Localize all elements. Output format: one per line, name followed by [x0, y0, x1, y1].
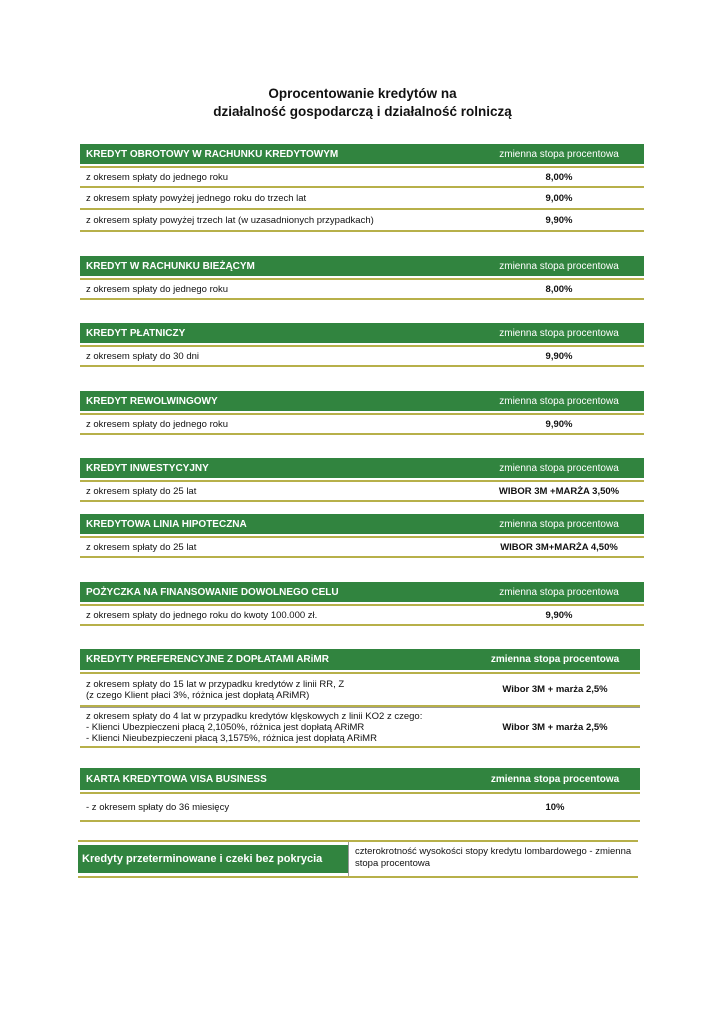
- section-kredyt-biezacy: [80, 256, 644, 300]
- row-description: z okresem spłaty do jednego roku: [86, 171, 229, 183]
- section-header: [80, 458, 644, 478]
- row-description: z okresem spłaty do jednego roku: [86, 418, 229, 430]
- row-description: [80, 711, 470, 744]
- section-linia-hipoteczna: [80, 514, 644, 558]
- section-header: [80, 323, 644, 343]
- row-description: z okresem spłaty do 25 lat: [86, 485, 197, 497]
- table-row: [80, 278, 644, 300]
- row-description-line: z okresem spłaty do 4 lat w przypadku kredytów klęskowych z linii KO2 z czego:: [86, 710, 423, 722]
- section-title: KREDYT OBROTOWY W RACHUNKU KREDYTOWYM: [86, 148, 339, 160]
- row-rate: 9,90%: [545, 350, 573, 362]
- section-title: KREDYTOWA LINIA HIPOTECZNA: [86, 518, 247, 530]
- section-header: [80, 582, 644, 602]
- row-description: z okresem spłaty do jednego roku: [86, 283, 229, 295]
- rate-type-label: zmienna stopa procentowa: [499, 518, 619, 530]
- rate-type-label: zmienna stopa procentowa: [490, 654, 620, 665]
- row-rate: WIBOR 3M+MARŻA 4,50%: [500, 541, 618, 553]
- section-title: KARTA KREDYTOWA VISA BUSINESS: [86, 773, 267, 785]
- row-description: [80, 679, 470, 701]
- rate-type-label: zmienna stopa procentowa: [499, 148, 619, 160]
- row-description-line: - Klienci Nieubezpieczeni płacą 3,1575%, różnica jest dopłatą ARiMR: [86, 732, 377, 744]
- rate-type-label: zmienna stopa procentowa: [499, 395, 619, 407]
- table-row: [80, 345, 644, 367]
- row-description-line: z okresem spłaty do 15 lat w przypadku kredytów z linii RR, Z: [86, 678, 345, 690]
- row-rate: Wibor 3M + marża 2,5%: [502, 721, 608, 733]
- overdue-rate: [348, 842, 638, 876]
- section-title: KREDYT W RACHUNKU BIEŻĄCYM: [86, 260, 255, 272]
- row-rate: 9,90%: [545, 418, 573, 430]
- section-header: [80, 649, 640, 670]
- row-description: z okresem spłaty powyżej jednego roku do trzech lat: [86, 192, 307, 204]
- overdue-rate-line: czterokrotność wysokości stopy kredytu lombardowego - zmienna: [355, 846, 632, 857]
- page-title: [0, 85, 725, 121]
- table-row: [80, 413, 644, 435]
- section-karta-visa: [80, 768, 640, 822]
- row-rate: 9,90%: [545, 214, 573, 226]
- section-kredyty-preferencyjne: [80, 649, 640, 748]
- section-title: POŻYCZKA NA FINANSOWANIE DOWOLNEGO CELU: [86, 586, 339, 598]
- table-row: [80, 672, 640, 707]
- page-title-line-2: działalność gospodarczą i działalność rolniczą: [213, 104, 512, 119]
- overdue-rate-line: stopa procentowa: [355, 858, 430, 869]
- section-header: [80, 256, 644, 276]
- row-rate: 9,90%: [545, 609, 573, 621]
- rate-type-label: zmienna stopa procentowa: [490, 773, 620, 785]
- table-row: [80, 210, 644, 232]
- row-description: z okresem spłaty do jednego roku do kwoty 100.000 zł.: [86, 609, 318, 621]
- section-title: KREDYT REWOLWINGOWY: [86, 395, 218, 407]
- table-row: [80, 792, 640, 822]
- section-title: KREDYTY PREFERENCYJNE Z DOPŁATAMI ARiMR: [86, 654, 329, 665]
- section-title: KREDYT PŁATNICZY: [86, 327, 186, 339]
- rate-type-label: zmienna stopa procentowa: [499, 586, 619, 598]
- rate-type-label: zmienna stopa procentowa: [499, 327, 619, 339]
- row-description-line: - Klienci Ubezpieczeni płacą 2,1050%, różnica jest dopłatą ARiMR: [86, 721, 365, 733]
- section-header: [80, 391, 644, 411]
- section-title: KREDYT INWESTYCYJNY: [86, 462, 209, 474]
- page-title-line-1: Oprocentowanie kredytów na: [268, 86, 457, 101]
- table-row: [80, 604, 644, 626]
- overdue-label: Kredyty przeterminowane i czeki bez pokrycia: [78, 845, 348, 873]
- section-header: [80, 144, 644, 164]
- row-description: - z okresem spłaty do 36 miesięcy: [86, 801, 230, 813]
- row-rate: Wibor 3M + marża 2,5%: [502, 684, 608, 695]
- section-kredyt-obrotowy: [80, 144, 644, 232]
- table-row: [80, 480, 644, 502]
- rate-type-label: zmienna stopa procentowa: [499, 462, 619, 474]
- row-rate: 8,00%: [545, 171, 573, 183]
- section-kredyt-rewolwingowy: [80, 391, 644, 435]
- section-header: [80, 768, 640, 790]
- row-description: z okresem spłaty powyżej trzech lat (w uzasadnionych przypadkach): [86, 214, 374, 226]
- rate-type-label: zmienna stopa procentowa: [499, 260, 619, 272]
- row-rate: 8,00%: [545, 283, 573, 295]
- section-pozyczka: [80, 582, 644, 626]
- section-header: [80, 514, 644, 534]
- section-kredyt-inwestycyjny: [80, 458, 644, 502]
- table-row: [80, 707, 640, 748]
- table-row: [80, 166, 644, 188]
- table-row: [80, 536, 644, 558]
- row-description: z okresem spłaty do 25 lat: [86, 541, 197, 553]
- row-rate: WIBOR 3M +MARŻA 3,50%: [498, 485, 620, 497]
- row-rate: 9,00%: [545, 192, 573, 204]
- table-row: [80, 188, 644, 210]
- row-description: z okresem spłaty do 30 dni: [86, 350, 200, 362]
- overdue-row: [78, 840, 638, 878]
- row-rate: 10%: [545, 801, 565, 813]
- row-description-line: (z czego Klient płaci 3%, różnica jest dopłatą ARiMR): [86, 689, 310, 701]
- section-kredyt-platniczy: [80, 323, 644, 367]
